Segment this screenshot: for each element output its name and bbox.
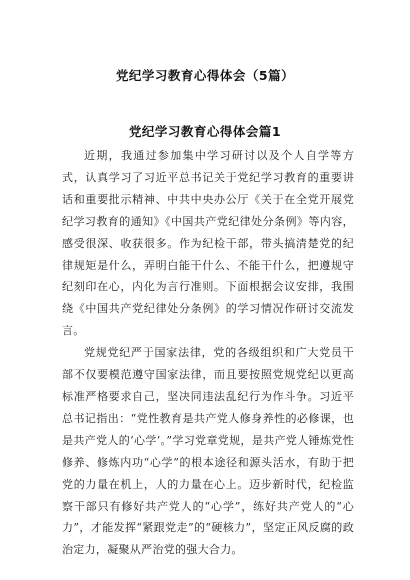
document-body: [62, 145, 354, 561]
paragraph: 近期，我通过参加集中学习研讨以及个人自学等方式，认真学习了习近平总书记关于党纪学习教育的重要讲话和重要批示精神、中共中央办公厅《关于在全党开展党纪学习教育的通知》《中国共产党纪律处分条例》等内容，感受很深、收获很多。作为纪检干部，带头搞清楚党的纪律规矩是什么，弄明白能干什么、不能干什么，把遵规守纪刻印在心，内化为言行准则。下面根据会议安排，我围绕《中国共产党纪律处分条例》的学习情况作研讨交流发言。: [62, 149, 354, 338]
paragraph: 党规党纪严于国家法律，党的各级组织和广大党员干部不仅要模范遵守国家法律，而且要按照党规党纪以更高标准严格要求自己，坚决同违法乱纪行为作斗争。习近平总书记指出：“党性教育是共产党人修身养性的必修课，也是共产党人的‘心学’。”学习党章党规，是共产党人锤炼党性修养、修炼内功“心学”的根本途径和源头活水，有助于把党的力量在机上，人的力量在心上。迈步新时代，纪检监察干部只有修好共产党人的“心学”，练好共产党人的“心力”，才能发挥“紧跟党走”的“硬核力”，坚定正风反腐的政治定力，凝聚从严治党的强大合力。: [62, 346, 354, 557]
document-title: 党纪学习教育心得体会（5篇）: [115, 68, 295, 83]
section-title: 党纪学习教育心得体会篇1: [128, 124, 282, 139]
